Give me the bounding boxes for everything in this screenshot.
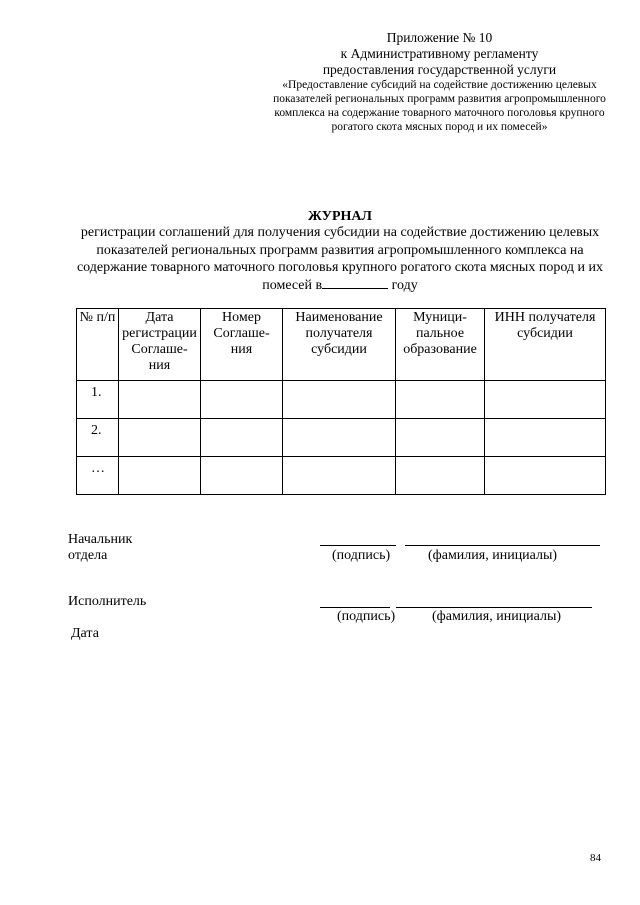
- executor-signature-line: [320, 607, 390, 608]
- executor-name-caption: (фамилия, инициалы): [432, 609, 562, 624]
- table-cell: [119, 457, 201, 495]
- table-cell: [485, 381, 606, 419]
- appendix-regulation: к Административному регламенту: [340, 46, 539, 61]
- table-header-row: [77, 309, 606, 381]
- head-label: Начальник отдела: [68, 532, 133, 563]
- appendix-number: Приложение № 10: [386, 30, 493, 45]
- head-name-caption: (фамилия, инициалы): [428, 548, 558, 563]
- head-signature-line: [320, 545, 396, 546]
- journal-title: ЖУРНАЛ: [308, 209, 372, 224]
- executor-label: Исполнитель: [68, 594, 147, 609]
- table-cell: [201, 381, 283, 419]
- table-cell: [485, 419, 606, 457]
- header-number: № п/п: [77, 309, 119, 381]
- table-row: [77, 457, 606, 495]
- table-cell: [283, 457, 396, 495]
- table-row: [77, 381, 606, 419]
- header-registration-date: Дата регистрации Соглаше-ния: [119, 309, 201, 381]
- head-signature-caption: (подпись): [332, 548, 391, 563]
- table-cell: [119, 381, 201, 419]
- table-cell: [119, 419, 201, 457]
- row-number: 2.: [77, 419, 119, 457]
- row-number: …: [77, 457, 119, 495]
- header-municipality: Муници-пальное образование: [396, 309, 485, 381]
- appendix-service: предоставления государственной услуги: [322, 62, 557, 77]
- date-label: Дата: [71, 626, 99, 641]
- executor-signature-caption: (подпись): [337, 609, 396, 624]
- appendix-header: [262, 30, 617, 134]
- table-cell: [201, 419, 283, 457]
- header-recipient-inn: ИНН получателя субсидии: [485, 309, 606, 381]
- table-cell: [283, 419, 396, 457]
- table-cell: [485, 457, 606, 495]
- journal-year-suffix: году: [391, 277, 418, 293]
- table-cell: [201, 457, 283, 495]
- page-number: 84: [590, 852, 601, 864]
- table-cell: [396, 457, 485, 495]
- journal-table: [76, 308, 606, 495]
- header-recipient-name: Наименование получателя субсидии: [283, 309, 396, 381]
- table-cell: [396, 419, 485, 457]
- head-name-line: [405, 545, 600, 546]
- year-blank-line: [322, 278, 388, 289]
- row-number: 1.: [77, 381, 119, 419]
- executor-name-line: [396, 607, 592, 608]
- header-agreement-number: Номер Соглаше-ния: [201, 309, 283, 381]
- table-cell: [396, 381, 485, 419]
- appendix-service-description: «Предоставление субсидий на содействие достижению целевых показателей региональных программ развития агропромышленного комплекса на содержание товарного маточного поголовья крупного рогатого скота мясных пород и их помесей»: [273, 79, 606, 133]
- table-cell: [283, 381, 396, 419]
- table-row: [77, 419, 606, 457]
- journal-subtitle-text: регистрации соглашений для получения субсидии на содействие достижению целевых показателей региональных программ развития агропромышленного комплекса на содержание товарного маточного поголовья крупного рогатого скота мясных пород и их помесей в: [76, 225, 604, 293]
- journal-subtitle: [60, 224, 620, 294]
